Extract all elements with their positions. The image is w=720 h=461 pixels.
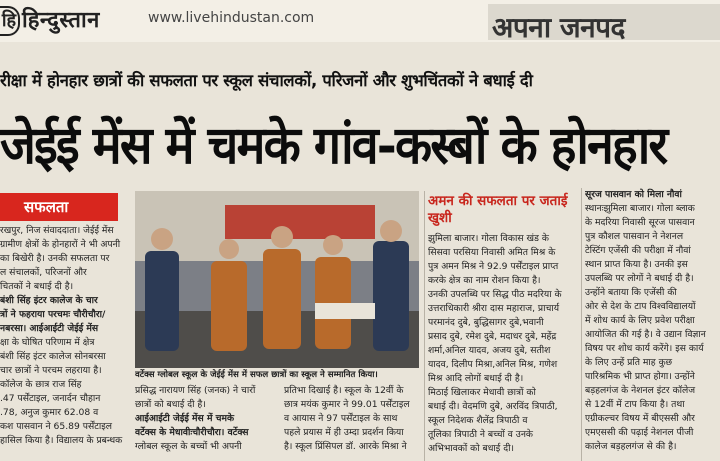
text-line: नबरसा। आईआईटी जेईई मेंस <box>0 323 99 334</box>
text-line: पहले प्रयास में ही उम्दा प्रदर्शन किया <box>284 427 404 438</box>
text-line: आयोजित की गई है। वे उद्यान विज्ञान <box>585 329 706 340</box>
text-line: आईआईटी जेईई मेंस में चमके <box>135 413 235 424</box>
text-line: विषय पर शोध कार्य करेंगे। इस कार्य <box>585 343 704 354</box>
strip-label: सफलता <box>0 193 118 221</box>
text-line: के मदरिया निवासी सूरज पासवान <box>585 217 695 228</box>
text-line: सिसवा परसिया निवासी अमित मिश्र के <box>428 247 556 258</box>
text-line: पारिश्रमिक भी प्राप्त होगा। उन्होंने <box>585 371 695 382</box>
story-kicker: रीक्षा में होनहार छात्रों की सफलता पर स्कूल संचालकों, परिजनों और शुभचिंतकों ने बधाई दी <box>0 71 533 90</box>
text-line: वर्टेक्स के मेधावीःचौरीचौरा। वर्टेक्स <box>135 427 249 438</box>
text-line: प्रसिद्ध नारायण सिंह (जनक) ने चारों <box>135 385 256 396</box>
text-line: .78, अनुज कुमार 62.08 व <box>0 407 99 418</box>
text-line: स्थानःझुमिला बाजार। गोला ब्लाक <box>585 203 695 214</box>
text-line: अभिभावकों को बधाई दी। <box>428 443 514 454</box>
text-line: प्रसाद दुबे, रमेश दुबे, मदाधर दुबे, महेंद्र <box>428 331 557 342</box>
text-line: उन्होंने बताया कि एजेंसी की <box>585 287 677 298</box>
text-line: हासिल किया है। विद्यालय के प्रबन्धक <box>0 435 123 446</box>
text-line: रखपुर, निज संवाददाता। जेईई मेंस <box>0 225 114 236</box>
text-line: पुत्र अमन मिश्र ने 92.9 पर्सेंटाइल प्राप्त <box>428 261 559 272</box>
text-line: बधाई दी। वेदमणि दुबे, अरविंद त्रिपाठी, <box>428 401 558 412</box>
text-line: एमएससी की पढ़ाई नेशनल पीजी <box>585 427 694 438</box>
text-line: कॉलेज के छात्र राज सिंह <box>0 379 82 390</box>
text-line: बंशी सिंह इंटर कालेज के चार <box>0 295 98 306</box>
text-line: ग्रामीण क्षेत्रों के होनहारों ने भी अपनी <box>0 239 121 250</box>
column-divider <box>581 188 582 461</box>
section-title: अपना जनपद <box>492 11 625 44</box>
column-2 <box>135 384 275 461</box>
text-line: बंशी सिंह इंटर कालेज सोनबरसा <box>0 351 106 362</box>
masthead <box>0 0 720 42</box>
text-line: .47 पर्सेंटाइल, जनार्दन चौहान <box>0 393 101 404</box>
text-line: ल संचालकों, परिजनों और <box>0 267 87 278</box>
text-line: ओर से देश के टाप विश्वविद्यालयों <box>585 301 696 312</box>
text-line: बड़हलगंज के नेशनल इंटर कॉलेज <box>585 385 696 396</box>
text-line: उत्तराधिकारी श्रीरा दास महाराज, प्राचार्य <box>428 303 560 314</box>
text-line: में शोध कार्य के लिए प्रवेश परीक्षा <box>585 315 695 326</box>
text-line: छात्र मयंक कुमार ने 99.01 पर्सेंटाइल <box>284 399 410 410</box>
text-line: करके क्षेत्र का नाम रोशन किया है। <box>428 275 541 286</box>
website-url: www.livehindustan.com <box>148 10 315 26</box>
sub-headline: अमन की सफलता पर जताई खुशी <box>428 193 568 226</box>
text-line: मिश्र आदि लोगों बधाई दी है। <box>428 373 524 384</box>
newspaper-logo-mark: हि <box>0 6 20 36</box>
text-line: परमानंद दुबे, बुद्धिसागर दुबे,भवानी <box>428 317 544 328</box>
column-3 <box>284 384 419 461</box>
text-line: कालेज बड़हलगंज से की है। <box>585 441 677 452</box>
text-line: उनकी उपलब्धि पर सिद्ध पीठ मदरिया के <box>428 289 562 300</box>
text-line: व आयास ने 97 पर्सेंटाइल के साथ <box>284 413 398 424</box>
text-line: से 12वीं में टाप किया है। तथा <box>585 399 685 410</box>
group-photo-illustration <box>135 191 419 368</box>
newspaper-logo: हिन्दुस्तान <box>22 7 100 33</box>
text-line: तूलिका त्रिपाठी ने बच्चों व उनके <box>428 429 533 440</box>
text-line: झुमिला बाजार। गोला विकास खंड के <box>428 233 549 244</box>
text-line: ग्लोबल स्कूल के बच्चों भी अपनी <box>135 441 242 452</box>
text-line: यादव, दिलीप मिश्रा,अनिल मिश्र, गणेश <box>428 359 558 370</box>
text-line: मिठाई खिलाकर मेधावी छात्रों को <box>428 387 536 398</box>
photo-caption: वर्टेक्स ग्लोबल स्कूल के जेईई मेंस में सफल छात्रों का स्कूल ने सम्मानित किया। <box>135 370 378 380</box>
text-line: का बिखेरी है। उनकी सफलता पर <box>0 253 110 264</box>
text-line: उपलब्धि पर लोगों ने बधाई दी है। <box>585 273 694 284</box>
text-line: एग्रीकल्चर विषय में बीएससी और <box>585 413 695 424</box>
column-4 <box>428 232 578 461</box>
text-line: क्षा के घोषित परिणाम में क्षेत्र <box>0 337 95 348</box>
column-divider <box>424 191 425 461</box>
text-line: प्रतिभा दिखाई है। स्कूल के 12वीं के <box>284 385 404 396</box>
story-headline: जेईई मेंस में चमके गांव-कस्बों के होनहार <box>0 115 667 176</box>
text-line: चार छात्रों ने परचम लहराया है। <box>0 365 102 376</box>
text-line: सूरज पासवान को मिला नौवां <box>585 189 682 200</box>
column-5 <box>585 188 720 461</box>
text-line: के लिए उन्हें प्रति माह कुछ <box>585 357 673 368</box>
group-photo <box>135 191 419 368</box>
text-line: स्कूल निदेशक शैलेंद्र त्रिपाठी व <box>428 415 528 426</box>
text-line: कश पासवान ने 65.89 पर्सेंटाइल <box>0 421 112 432</box>
text-line: स्थान प्राप्त किया है। उनकी इस <box>585 259 688 270</box>
column-1 <box>0 224 124 461</box>
text-line: टेस्टिंग एजेंसी की परीक्षा में नौवां <box>585 245 691 256</box>
text-line: त्रों ने फहराया परचमः चौरीचौरा/ <box>0 309 106 320</box>
text-line: है। स्कूल प्रिंसिपल डॉ. आरके मिश्रा ने <box>284 441 407 452</box>
text-line: पुत्र कौशल पासवान ने नेशनल <box>585 231 684 242</box>
text-line: चितकों ने बधाई दी है। <box>0 281 74 292</box>
text-line: शर्मा,अनिल यादव, अजय दुबे, सतीश <box>428 345 551 356</box>
text-line: छात्रों को बधाई दी है। <box>135 399 206 410</box>
